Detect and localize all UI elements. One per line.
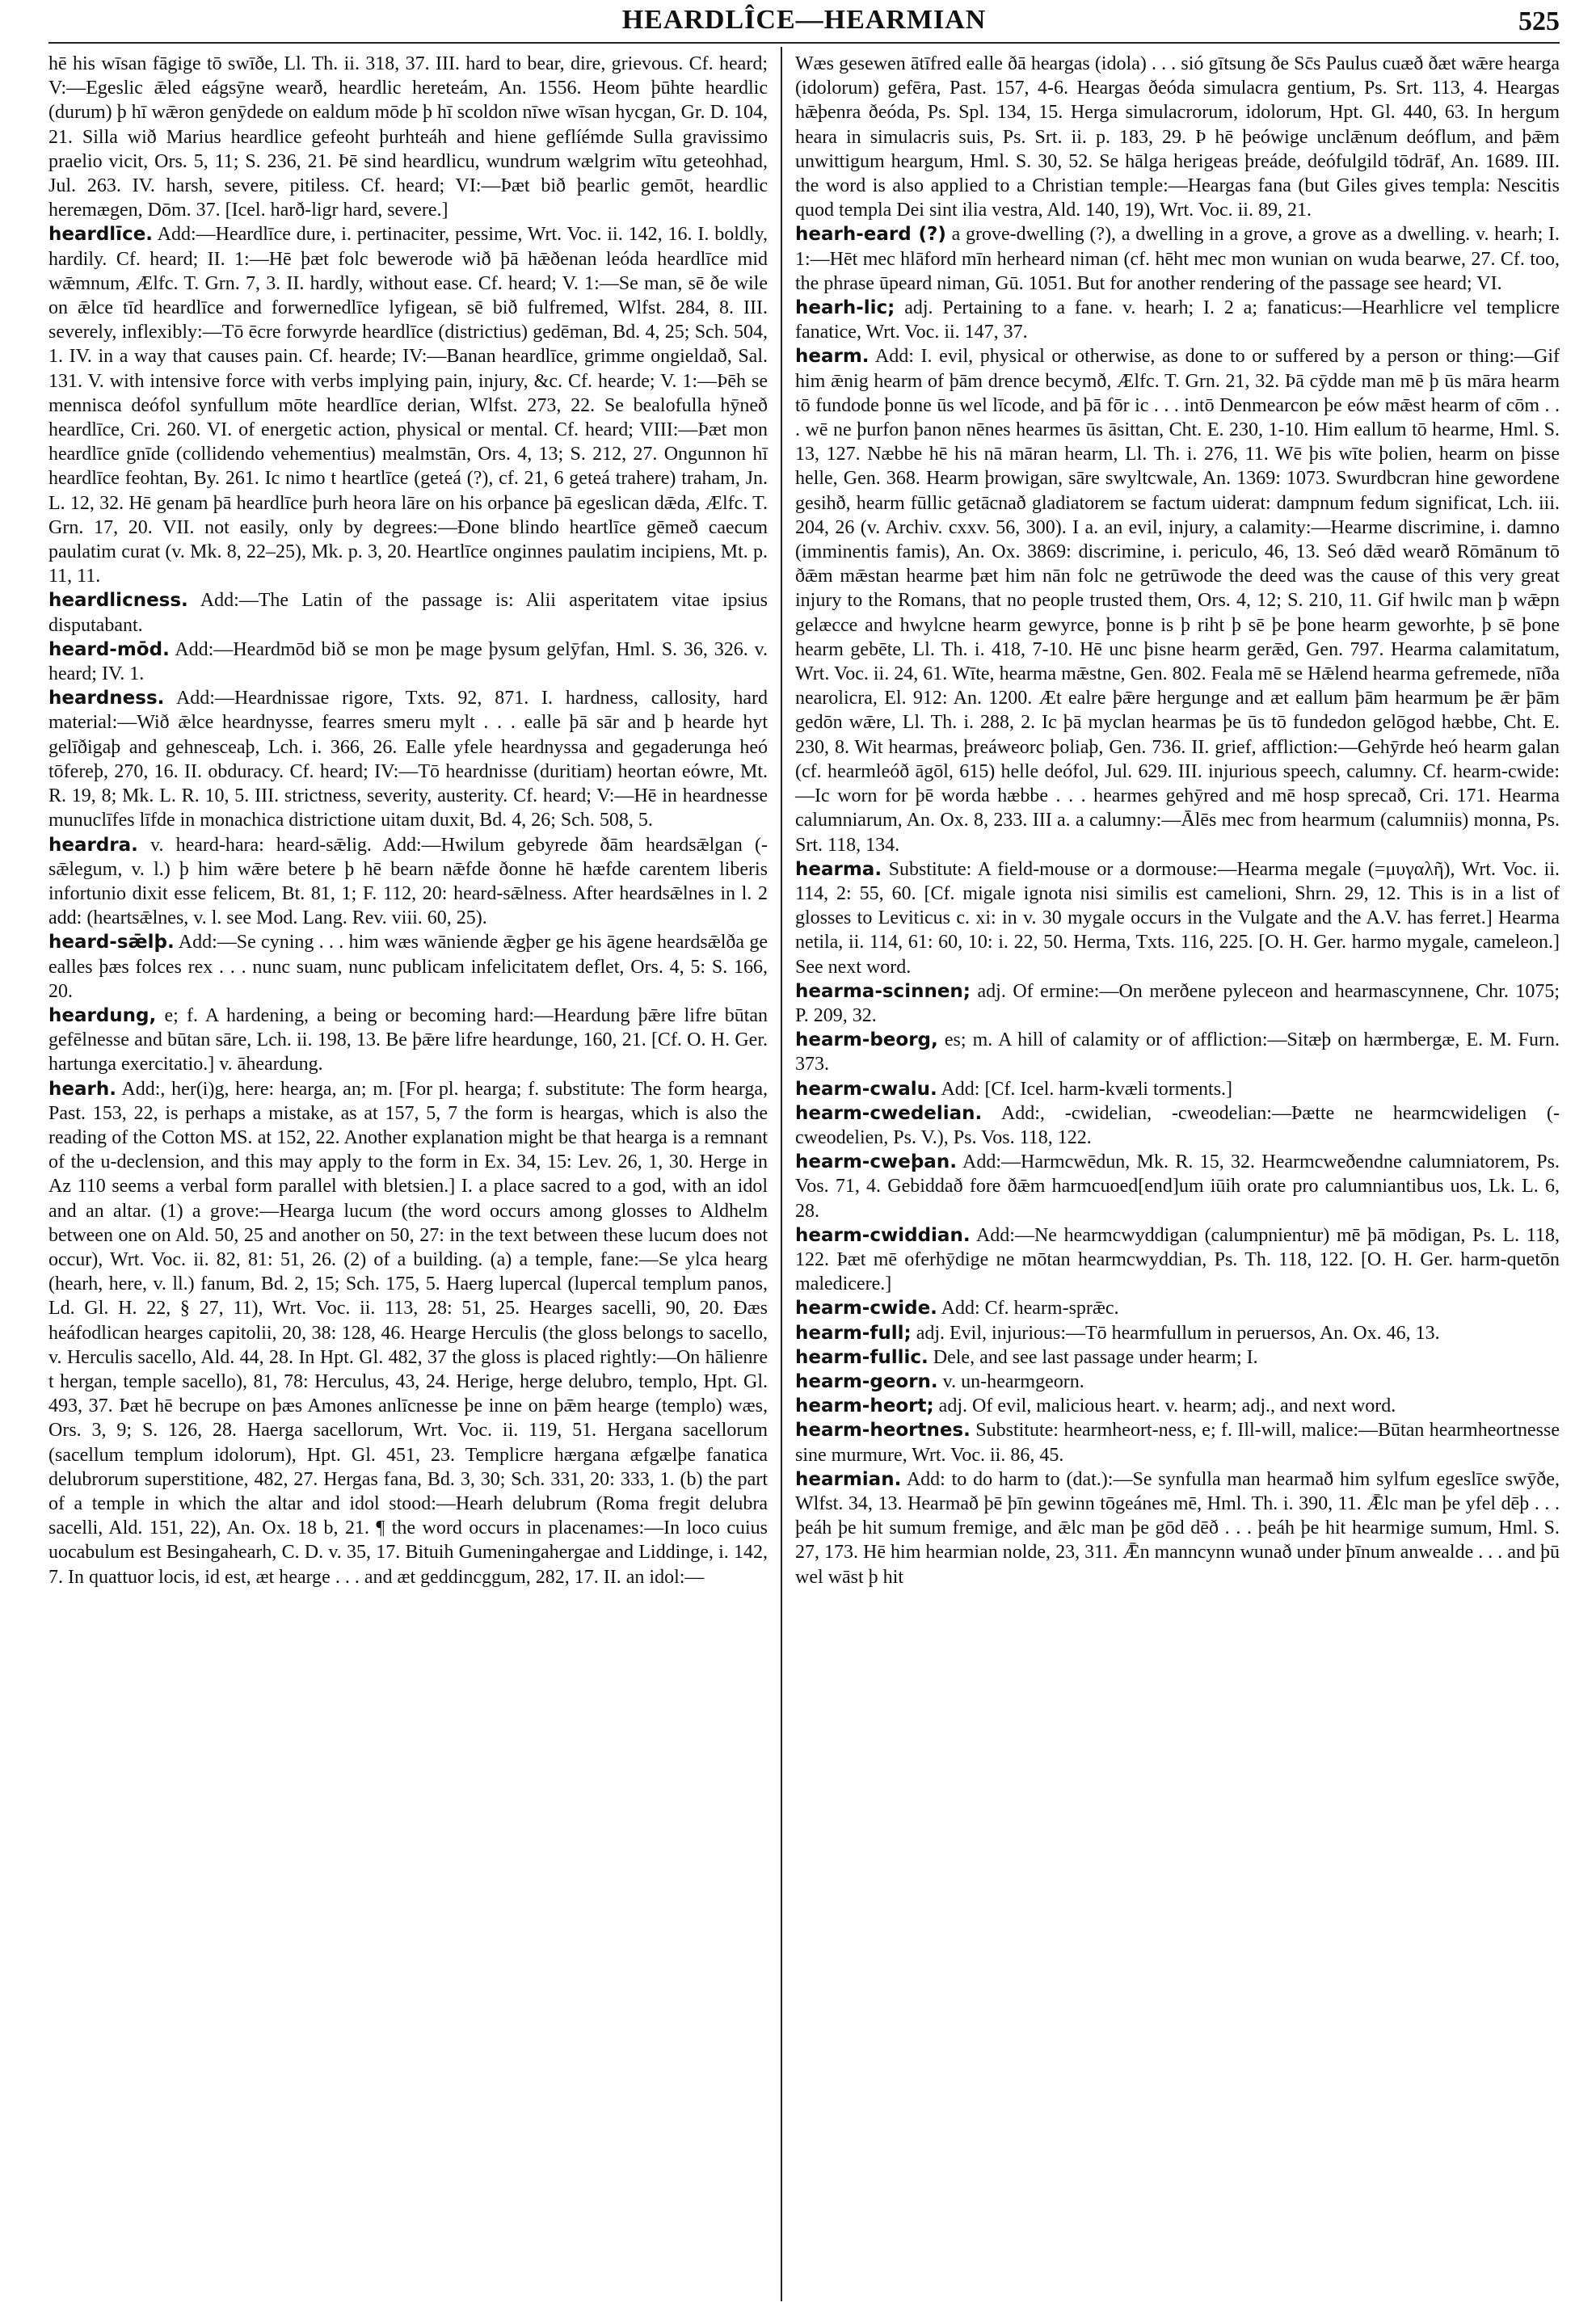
entry-headword: hearm-heortnes.: [795, 1420, 971, 1442]
dictionary-entry: [48, 1004, 768, 1077]
column-divider: [781, 47, 782, 2301]
entry-text: Add:—Ne hearmcwyddigan (calumpnientur) mē þā mōdigan, Ps. L. 118, 122. Þæt mē oferhȳdige ne mōtan hearmcwyddian, Ps. Th. 118, 122. [O. H. Ger. harm-quetōn maledicere.]: [795, 1224, 1560, 1295]
dictionary-entry: [795, 1418, 1560, 1467]
entry-text: Substitute: A field-mouse or a dormouse:—Hearma megale (=μυγαλῆ), Wrt. Voc. ii. 114, 2: 55, 60. [Cf. migale ignota nisi similis est camelioni, Shrn. 29, 12. This is in a list of glosses to Leviticus c. xi: in v. 30 mygale occurs in the Vulgate and the A.V. has ferret.] Hearma netila, ii. 114, 61: 60, 10: i. 22, 50. Herma, Txts. 116, 225. [O. H. Ger. harmo mygale, cameleon.] See next word.: [795, 858, 1560, 978]
entry-headword: heardung,: [48, 1004, 157, 1026]
dictionary-entry: [795, 1028, 1560, 1076]
entry-headword: hearm-georn.: [795, 1370, 938, 1392]
dictionary-entry: [795, 1394, 1560, 1418]
entry-headword: hearma-scinnen;: [795, 980, 971, 1002]
page-header: [48, 5, 1560, 45]
entry-headword: heard-mōd.: [48, 638, 170, 660]
entry-headword: hearm-cwide.: [795, 1298, 937, 1320]
entry-text: es; m. A hill of calamity or of affliction:—Sitæþ on hærmbergæ, E. M. Furn. 373.: [795, 1029, 1560, 1076]
dictionary-entry: [795, 1370, 1560, 1394]
entry-headword: heard-sǣlþ.: [48, 932, 175, 953]
entry-headword: hearm-beorg,: [795, 1029, 938, 1051]
entry-text: Add: Cf. hearm-sprǣc.: [941, 1298, 1119, 1320]
dictionary-entry: [48, 222, 768, 588]
entry-headword: hearh-eard (?): [795, 224, 946, 246]
entry-headword: heardness.: [48, 688, 165, 709]
dictionary-entry: [48, 1077, 768, 1589]
entry-headword: hearm.: [795, 346, 870, 368]
dictionary-entry: [795, 1223, 1560, 1297]
dictionary-entry: [795, 979, 1560, 1028]
left-column: [48, 52, 768, 1589]
entry-headword: heardlicness.: [48, 590, 188, 612]
entry-text: adj. Evil, injurious:—Tō hearmfullum in peruersos, An. Ox. 46, 13.: [916, 1322, 1440, 1344]
entry-text: Add:—Heardnissae rigore, Txts. 92, 871. I. hardness, callosity, hard material:—Wið ǣlce heardnysse, fearres smeru mylt . . . ealle þā sār and þ hearde hyt gelīðigaþ and gehnesceaþ, Lch. i. 366, 26. Ealle yfele heardnyssa and gegaderunga heó tōfereþ, 270, 16. II. obduracy. Cf. heard; IV:—Tō heardnisse (duritiam) heortan eówre, Mt. R. 19, 8; Mk. L. R. 10, 5. III. strictness, severity, austerity. Cf. heard; V:—Hē in heardnesse munuclīfes līfde in monachica districtione uitam duxit, Bd. 4, 26; Sch. 508, 5.: [48, 688, 768, 831]
entry-text: Add: to do harm to (dat.):—Se synfulla man hearmað him sylfum egeslīce swȳðe, Wlfst. 34, 13. Hearmað þē þīn gewinn tōgeánes mē, Hml. Th. i. 390, 11. Ǣlc man þe yfel dēþ . . . þeáh þe hit sumum fremige, and ǣlc man þe gōd dēð . . . þeáh þe hit hearmige sumum, Hml. S. 27, 173. Hē him hearmian nolde, 23, 311. Ǣn manncynn wunað under þīnum anwealde . . . and þū wel wāst þ hit: [795, 1468, 1560, 1588]
dictionary-entry: [48, 588, 768, 637]
dictionary-entry: [795, 1345, 1560, 1370]
dictionary-entry: [795, 344, 1560, 857]
dictionary-entry: [795, 1101, 1560, 1150]
entry-text: Add: [Cf. Icel. harm-kvæli torments.]: [941, 1078, 1233, 1100]
entry-text: adj. Pertaining to a fane. v. hearh; I. 2 a; fanaticus:—Hearhlicre vel templicre fanatice, Wrt. Voc. ii. 147, 37.: [795, 297, 1560, 343]
dictionary-entry: [795, 296, 1560, 344]
dictionary-entry: [795, 857, 1560, 979]
dictionary-entry: [795, 1077, 1560, 1101]
right-column: [795, 52, 1560, 1589]
entry-text: Add: I. evil, physical or otherwise, as done to or suffered by a person or thing:—Gif him ǣnig hearm of þām drence becymð, Ælfc. T. Grn. 21, 32. Þā cȳdde man mē þ ūs māra hearm tō fundode þonne ūs wel līcode, and þā fōr ic . . . intō Denmearcon þe eów mǣst hearm of cōm . . . wē ne þurfon þanon nēnes hearmes ūs āsittan, Cht. E. 230, 1-10. Him eallum tō hearme, Hml. S. 13, 127. Næbbe hē his nā māran hearm, Ll. Th. i. 276, 11. Wē þis wīte þolien, hearm on þisse helle, Gen. 368. Hearm þrowigan, sāre swyltcwale, An. 1369: 1073. Swurdbcran hine gewordene gesihð, hearm fūllic getācnað gladiatorem se factum uiderat: dampnum fedum significat, Lch. iii. 204, 26 (v. Archiv. cxxv. 56, 300). I a. an evil, injury, a calamity:—Hearme discrimine, i. damno (imminentis famis), An. Ox. 3869: discrimine, i. periculo, 46, 13. Seó dǣd wearð Rōmānum tō ðǣm mǣstan hearme þæt him nān folc ne getrūwode the deed was the cause of this very great injury to the Romans, that no people trusted them, Ors. 4, 12; S. 210, 11. Gif hwilc man þ wǣpn gelæcce and hwylcne hearm gewyrce, þonne is þ riht þ sē þe þone hearm geworhte, þ sē þone hearm gebēte, Ll. Th. i. 418, 7-10. Hē unc þisne hearm gerǣd, Gen. 797. Hearma calamitatum, Wrt. Voc. ii. 24, 61. Wīte, hearma mǣstne, Gen. 802. Feala mē se Hǣlend hearma gefremede, nīða nearolicra, El. 912: An. 1200. Æt ealre þǣre hergunge and æt eallum þām hearmum þe ǣr þām gedōn wǣre, Ll. Th. i. 288, 2. Ic þā myclan hearmas þe ūs tō fundedon gelōgod hæbbe, Cht. E. 230, 8. Wit hearmas, þreáweorc þoliaþ, Gen. 736. II. grief, affliction:—Gehȳrde heó hearm galan (cf. hearmleóð āgōl, 615) helle deófol, Jul. 629. III. injurious speech, calumny. Cf. hearm-cwide:—Ic worn for þē worda hæbbe . . . hearmes gehȳred and mē hosp sprecað, Cri. 171. Hearma calumniarum, An. Ox. 8, 233. III a. a calumny:—Ālēs mec from hearmum (calumniis) monna, Ps. Srt. 118, 134.: [795, 346, 1560, 856]
header-rule: [48, 42, 1560, 44]
entry-headword: hearm-cweþan.: [795, 1151, 957, 1173]
entry-text: Add:, her(i)g, here: hearga, an; m. [For pl. hearga; f. substitute: The form hearga, Past. 153, 22, is perhaps a mistake, as at 157, 5, 7 the form is heargas, which is also the reading of the Cotton MS. at 152, 22. Another explanation might be that hearga is a remnant of the u-declension, and this may apply to the form in Ex. 34, 15: Lev. 26, 1, 30. Herge in Az 110 seems a verbal form parallel with bletsien.] I. a place sacred to a god, with an idol and an altar. (1) a grove:—Hearga lucum (the word occurs among glosses to Aldhelm between one on Ald. 50, 25 and another on 50, 27: in the text between these lucum does not occur), Wrt. Voc. ii. 82, 81: 51, 26. (2) of a building. (a) a temple, fane:—Se ylca hearg (hearh, here, v. ll.) fanum, Bd. 2, 15; Sch. 175, 5. Haerg lupercal (lupercal templum panos, Ld. Gl. H. 22, § 27, 11), Wrt. Voc. ii. 113, 28: 51, 25. Hearges sacelli, 90, 20. Ðæs heáfodlican hearges capitolii, 20, 38: 128, 46. Hearge Herculis (the gloss belongs to sacello, v. Herculis sacello, Ald. 44, 28. In Hpt. Gl. 482, 37 the gloss is placed rightly:—On hālienre t hergan, temple sacello), 81, 78: Herculus, 43, 24. Herige, herge delubro, templo, Hpt. Gl. 493, 37. Þæt hē becrupe on þæs Amones anlīcnesse þe inne on þǣm hearge (templo) wæs, Ors. 3, 9; S. 126, 28. Haerga sacellorum, Wrt. Voc. ii. 119, 51. Hergana sacellorum (sacellum templum idolorum), Hpt. Gl. 451, 23. Templicre hærgana æfgælþe fanatica delubrorum superstitione, 482, 27. Hergas fana, Bd. 3, 30; Sch. 331, 20: 333, 1. (b) the part of a temple in which the altar and idol stood:—Hearh delubrum (Roma fregit delubra sacelli, Ald. 151, 22), An. Ox. 18 b, 21. ¶ the word occurs in placenames:—In loco cuius uocabulum est Besingahearh, C. D. v. 35, 17. Bituih Gumeningahergae and Liddinge, i. 142, 7. In quattuor locis, id est, æt hearge . . . and æt geddincggum, 282, 17. II. an idol:—: [48, 1078, 768, 1588]
entry-text: Add:—Se cyning . . . him wæs wāniende ǣgþer ge his āgene heardsǣlða ge ealles þæs folces rex . . . nunc suam, nunc publicam infelicitatem deflet, Ors. 4, 5: S. 166, 20.: [48, 932, 768, 1002]
entry-text: Add:—Heardlīce dure, i. pertinaciter, pessime, Wrt. Voc. ii. 142, 16. I. boldly, hardily. Cf. heard; II. 1:—Hē þæt folc bewerode wið þā hǣðenan leóda heardlīce mid wǣmnum, Ælfc. T. Grn. 7, 3. II. hardly, without ease. Cf. heard; V. 1:—Se man, sē ðe wile on ǣlce tīd heardlīce and forwernedlīce lyfigean, sē bið fulfremed, Wlfst. 284, 8. III. severely, inflexibly:—Tō ēcre forwyrde heardlīce (districtius) gedēman, Bd. 4, 25; Sch. 504, 1. IV. in a way that causes pain. Cf. hearde; IV:—Banan heardlīce, grimme ongieldað, Sal. 131. V. with intensive force with verbs implying pain, injury, &c. Cf. hearde; V. 1:—Þēh se mennisca deófol synfullum mōte heardlīce derian, Wlfst. 273, 22. Se bealofulla hȳneð heardlīce, Cri. 260. VI. of energetic action, physical or mental. Cf. heard; VIII:—Þæt mon heardlīce gnīde (collidendo vehementius) mealmstān, Ors. 4, 13; S. 212, 27. Ongunnon hī heardlīce feohtan, By. 261. Ic nimo t heartlīce (geteá (?), cf. 21, 6 geteá trahere) traham, Jn. L. 12, 32. Hē genam þā heardlīce þurh heora lāre on his orþance þā egeslican dǣda, Ælfc. T. Grn. 17, 20. VII. not easily, only by degrees:—Ðone blindo heartlīce gēmeð caecum paulatim curat (v. Mk. 8, 22–25), Mk. p. 3, 20. Heartlīce onginnes paulatim incipiens, Mt. p. 11, 11.: [48, 224, 768, 587]
dictionary-entry: [795, 1321, 1560, 1345]
dictionary-entry: [795, 1467, 1560, 1589]
entry-headword: hearm-cwiddian.: [795, 1224, 971, 1246]
entry-headword: heardra.: [48, 834, 138, 856]
dictionary-entry: [795, 1296, 1560, 1320]
entry-headword: hearm-heort;: [795, 1395, 934, 1417]
entry-headword: hearma.: [795, 858, 882, 880]
entry-text: Dele, and see last passage under hearm; I.: [933, 1346, 1258, 1368]
entry-headword: heardlīce.: [48, 224, 154, 246]
entry-text: a grove-dwelling (?), a dwelling in a grove, a grove as a dwelling. v. hearh; I. 1:—Hēt mec hlāford mīn herheard niman (cf. hēht mec mon wunian on wuda bearwe, 27. Cf. too, the phrase ūpeard niman, Gū. 1051. But for another rendering of the passage see heard; VI.: [795, 224, 1560, 294]
entry-text: v. heard-hara: heard-sǣlig. Add:—Hwilum gebyrede ðām heardsǣlgan (-sǣlegum, v. l.) þ him wǣre betere þ hē bearn nǣfde ðonne hē hæfde carentem liberis infortunio dixit esse felicem, Bt. 81, 1; F. 112, 20: heard-sǣlness. After heardsǣlnes in l. 2 add: (heartsǣlnes, v. l. see Mod. Lang. Rev. viii. 60, 25).: [48, 834, 768, 929]
entry-text: Add:—Heardmōd bið se mon þe mage þysum gelȳfan, Hml. S. 36, 326. v. heard; IV. 1.: [48, 638, 768, 685]
entry-text: v. un-hearmgeorn.: [942, 1370, 1084, 1392]
entry-text: hē his wīsan fāgige tō swīðe, Ll. Th. ii. 318, 37. III. hard to bear, dire, grievous. Cf. heard; V:—Egeslic ǣled eágsȳne wearð, heardlic hereteám, An. 1556. Heom þūhte heardlic (durum) þ hī wǣron genȳdede on ealdum mōde þ hī scoldon nīwe wīsan hycgan, Gr. D. 104, 21. Silla wið Marius heardlice gefeoht þurhteáh and hiene geflíémde Sulla gravissimo praelio vicit, Ors. 5, 11; S. 236, 21. Þē sind heardlicu, wundrum wælgrim wītu geteohhad, Jul. 263. IV. harsh, severe, pitiless. Cf. heard; VI:—Þæt bið þearlic gemōt, heardlic heremægen, Dōm. 37. [Icel. harð-ligr hard, severe.]: [48, 53, 768, 221]
dictionary-entry: [795, 222, 1560, 296]
page-number: 525: [1518, 6, 1560, 36]
entry-text: Add:, -cwidelian, -cweodelian:—Þætte ne hearmcwideligen (-cweodelien, Ps. V.), Ps. Vos. 118, 122.: [795, 1102, 1560, 1148]
entry-text: adj. Of evil, malicious heart. v. hearm; adj., and next word.: [938, 1395, 1396, 1417]
entry-headword: hearmian.: [795, 1468, 902, 1490]
entry-headword: hearm-full;: [795, 1322, 912, 1344]
dictionary-entry: [48, 833, 768, 931]
running-title: HEARDLÎCE—HEARMIAN: [621, 5, 987, 35]
dictionary-entry: [48, 686, 768, 832]
entry-headword: hearm-cwedelian.: [795, 1102, 983, 1124]
entry-text: Substitute: hearmheort-ness, e; f. Ill-will, malice:—Būtan hearmheortnesse sine murmure, Wrt. Voc. ii. 86, 45.: [795, 1420, 1560, 1466]
dictionary-entry: [48, 930, 768, 1004]
entry-headword: hearh.: [48, 1078, 116, 1100]
dictionary-entry: [48, 638, 768, 686]
entry-text: Add:—The Latin of the passage is: Alii asperitatem vitae ipsius disputabant.: [48, 590, 768, 636]
entry-text: Wæs gesewen ātīfred ealle ðā heargas (idola) . . . sió gītsung ðe Sc̄s Paulus cuæð ðæt wǣre hearga (idolorum) gefēra, Past. 157, 4-6. Heargas ðeóda simulacra gentium, Ps. Srt. 113, 4. Heargas hǣþenra ðeóda, Ps. Spl. 134, 15. Herga simulacrorum, idolorum, Hpt. Gl. 440, 63. In hergum heara in simulacris suis, Ps. Srt. ii. p. 183, 29. Þ hē þeówige unclǣnum deóflum, and þǣm unwittigum heargum, Hml. S. 30, 52. Se hālga herigeas þreáde, deófulgild tōdrāf, An. 1689. III. the word is also applied to a Christian temple:—Heargas fana (but Giles gives templa: Nescitis quod templa Dei sint ilia vestra, Ald. 140, 19), Wrt. Voc. ii. 89, 21.: [795, 53, 1560, 221]
entry-text: e; f. A hardening, a being or becoming hard:—Heardung þǣre lifre būtan gefēlnesse and būtan sāre, Lch. ii. 198, 13. Be þǣre lifre heardunge, 160, 21. [Cf. O. H. Ger. hartunga exercitatio.] v. āheardung.: [48, 1004, 769, 1076]
entry-headword: hearm-fullic.: [795, 1346, 929, 1368]
dictionary-entry: [795, 1150, 1560, 1223]
entry-headword: hearh-lic;: [795, 297, 895, 319]
entry-text: Add:—Harmcwēdun, Mk. R. 15, 32. Hearmcweðendne calumniatorem, Ps. Vos. 71, 4. Gebiddað fore ðǣm harmcuoed[end]um iūih orate pro calumniantibus uos, Lk. L. 6, 28.: [795, 1151, 1560, 1222]
entry-headword: hearm-cwalu.: [795, 1078, 937, 1100]
dictionary-entry: [48, 52, 768, 222]
dictionary-entry: [795, 52, 1560, 222]
entry-text: adj. Of ermine:—On merðene pyleceon and hearmascynnene, Chr. 1075; P. 209, 32.: [795, 980, 1560, 1026]
